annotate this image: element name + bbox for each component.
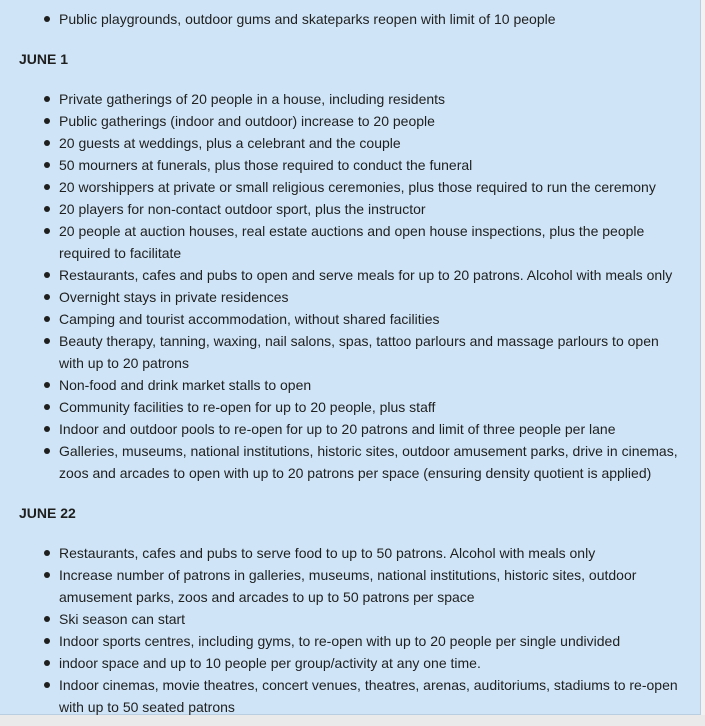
list-item: 50 mourners at funerals, plus those required to conduct the funeral	[0, 154, 700, 176]
june-22-list	[0, 542, 700, 718]
list-item: 20 worshippers at private or small religious ceremonies, plus those required to run the ceremony	[0, 176, 700, 198]
list-item: Increase number of patrons in galleries, museums, national institutions, historic sites, outdoor amusement parks, zoos and arcades to up to 50 patrons per space	[0, 564, 700, 608]
list-item: 20 people at auction houses, real estate auctions and open house inspections, plus the people required to facilitate	[0, 220, 700, 264]
section-heading-june-1: JUNE 1	[19, 51, 69, 67]
list-item: Restaurants, cafes and pubs to serve food to up to 50 patrons. Alcohol with meals only	[0, 542, 700, 564]
list-item: Indoor cinemas, movie theatres, concert venues, theatres, arenas, auditoriums, stadiums to re-open with up to 50 seated patrons	[0, 674, 700, 718]
list-item: Public gatherings (indoor and outdoor) increase to 20 people	[0, 110, 700, 132]
list-item: indoor space and up to 10 people per group/activity at any one time.	[0, 652, 700, 674]
list-item: Private gatherings of 20 people in a house, including residents	[0, 88, 700, 110]
list-item: Restaurants, cafes and pubs to open and serve meals for up to 20 patrons. Alcohol with meals only	[0, 264, 700, 286]
section-heading-june-22: JUNE 22	[19, 505, 76, 521]
list-item: Beauty therapy, tanning, waxing, nail salons, spas, tattoo parlours and massage parlours to open with up to 20 patrons	[0, 330, 700, 374]
list-item: 20 players for non-contact outdoor sport, plus the instructor	[0, 198, 700, 220]
list-item: Camping and tourist accommodation, without shared facilities	[0, 308, 700, 330]
list-item: Public playgrounds, outdoor gums and skateparks reopen with limit of 10 people	[0, 8, 700, 30]
list-item: Non-food and drink market stalls to open	[0, 374, 700, 396]
list-item: Indoor and outdoor pools to re-open for up to 20 patrons and limit of three people per lane	[0, 418, 700, 440]
list-item: Indoor sports centres, including gyms, to re-open with up to 20 people per single undivided	[0, 630, 700, 652]
intro-list	[0, 8, 700, 30]
list-item: 20 guests at weddings, plus a celebrant and the couple	[0, 132, 700, 154]
list-item: Overnight stays in private residences	[0, 286, 700, 308]
bottom-bar	[0, 715, 705, 726]
list-item: Community facilities to re-open for up to 20 people, plus staff	[0, 396, 700, 418]
june-1-list	[0, 88, 700, 484]
list-item: Galleries, museums, national institutions, historic sites, outdoor amusement parks, drive in cinemas, zoos and arcades to open with up to 20 patrons per space (ensuring density quotient is applied)	[0, 440, 700, 484]
list-item: Ski season can start	[0, 608, 700, 630]
